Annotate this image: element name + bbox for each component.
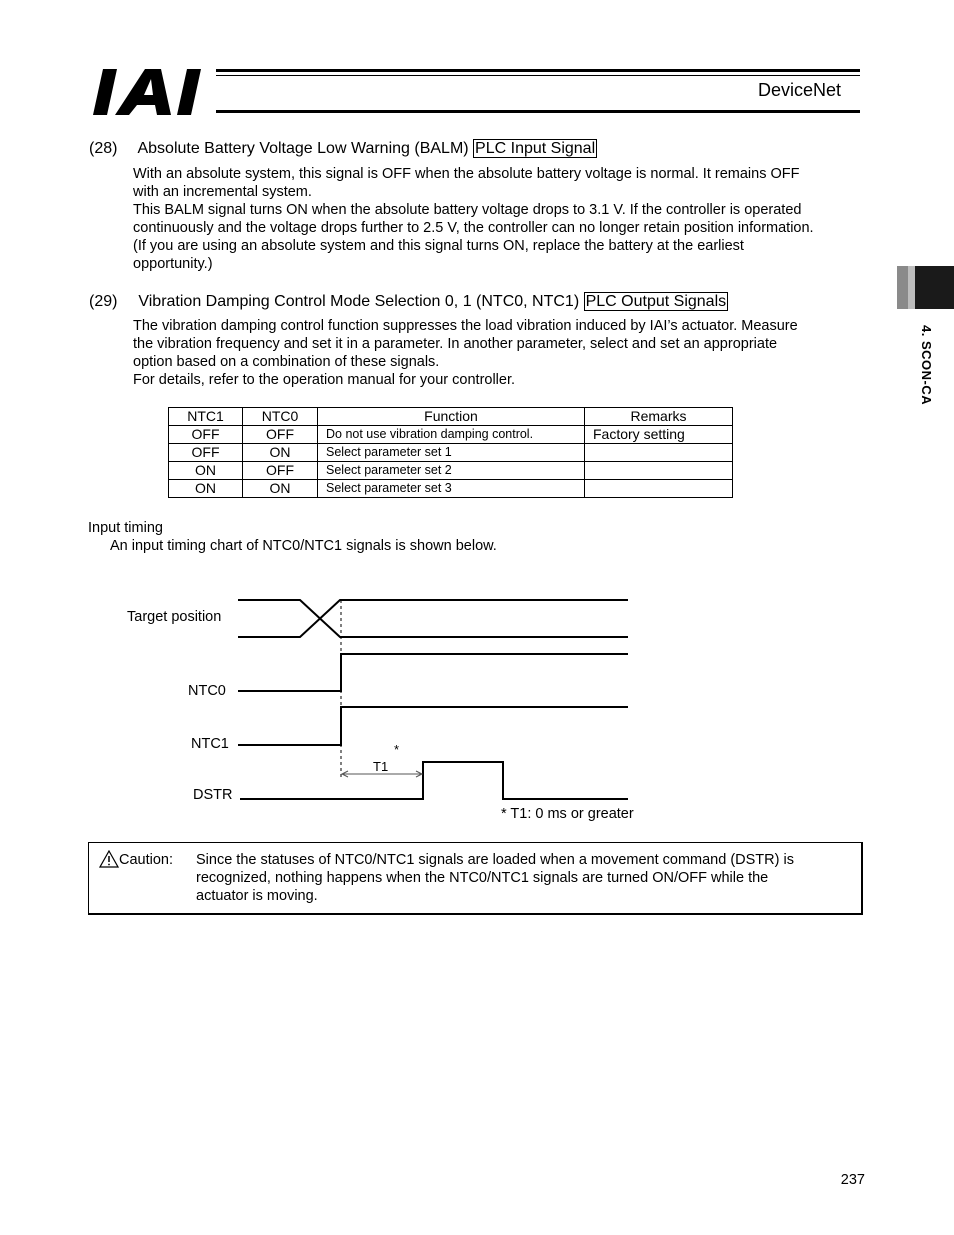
header-remarks: Remarks [585,408,733,426]
cell-function: Select parameter set 1 [318,444,585,462]
text-line: This BALM signal turns ON when the absolute battery voltage drops to 3.1 V. If the controller is operated [133,202,802,218]
cell-function: Select parameter set 3 [318,480,585,498]
cell-ntc0: OFF [243,462,318,480]
cell-ntc0: ON [243,444,318,462]
cell-function: Select parameter set 2 [318,462,585,480]
page-number: 237 [840,1172,865,1188]
cell-ntc1: ON [169,480,243,498]
header-function: Function [318,408,585,426]
label-ntc1: NTC1 [191,736,229,752]
ntc0-waveform [238,654,628,691]
dstr-waveform [240,762,628,799]
cell-function: Do not use vibration damping control. [318,426,585,444]
text-line: recognized, nothing happens when the NTC0/NTC1 signals are turned ON/OFF while the [196,870,769,886]
text-line: continuously and the voltage drops further to 2.5 V, the controller can no longer retain position information. [133,220,814,236]
caution-text [196,851,794,905]
header-ntc1: NTC1 [169,408,243,426]
input-timing-heading: Input timing [88,520,163,536]
section-28-signal-type: PLC Input Signal [475,140,596,157]
section-29-title: Vibration Damping Control Mode Selection 0, 1 (NTC0, NTC1) [138,293,580,310]
text-line: the vibration frequency and set it in a parameter. In another parameter, select and set an appropriate [133,336,778,352]
chapter-label: 4. SCON-CA [919,325,934,406]
text-line: option based on a combination of these signals. [133,354,440,370]
cell-ntc0: OFF [243,426,318,444]
target-position-upper-line [238,600,628,637]
text-line: Since the statuses of NTC0/NTC1 signals are loaded when a movement command (DSTR) is [196,852,794,868]
cell-remarks: Factory setting [585,426,733,444]
section-28-number: (28) [89,140,118,157]
text-line: opportunity.) [133,256,213,272]
section-28-title: Absolute Battery Voltage Low Warning (BALM) [137,140,469,157]
header-ntc0: NTC0 [243,408,318,426]
label-target-position: Target position [127,609,222,625]
text-line: For details, refer to the operation manual for your controller. [133,372,516,388]
target-position-lower-line [238,600,628,637]
text-line: The vibration damping control function suppresses the load vibration induced by IAI’s actuator. Measure [133,318,798,334]
cell-ntc0: ON [243,480,318,498]
caution-label: Caution: [119,852,174,868]
t1-asterisk: * [394,742,400,757]
section-29-number: (29) [89,293,118,310]
caution-box [88,842,863,915]
label-dstr: DSTR [193,787,233,803]
t1-label: T1 [373,759,389,774]
cell-ntc1: ON [169,462,243,480]
text-line: with an incremental system. [133,184,312,200]
input-timing-description: An input timing chart of NTC0/NTC1 signals is shown below. [110,538,497,554]
text-line: (If you are using an absolute system and this signal turns ON, replace the battery at the earliest [133,238,744,254]
cell-ntc1: OFF [169,426,243,444]
cell-ntc1: OFF [169,444,243,462]
text-line: With an absolute system, this signal is OFF when the absolute battery voltage is normal. It remains OFF [133,166,800,182]
t1-note: * T1: 0 ms or greater [501,806,634,822]
label-ntc0: NTC0 [188,683,226,699]
text-line: actuator is moving. [196,888,318,904]
ntc1-waveform [238,707,628,745]
warning-triangle-icon [99,850,119,868]
section-29-signal-type: PLC Output Signals [585,293,727,310]
header-title: DeviceNet [757,80,841,100]
